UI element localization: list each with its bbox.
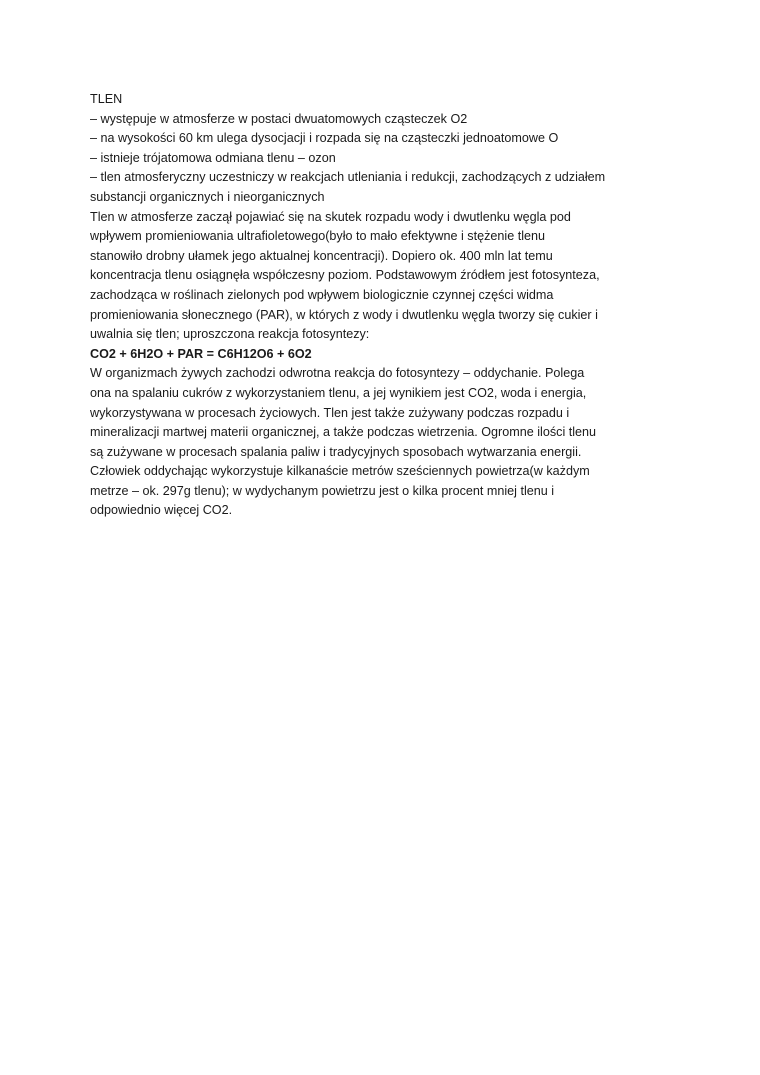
paragraph-line: wykorzystywana w procesach życiowych. Tlen jest także zużywany podczas rozpadu i: [90, 405, 570, 420]
photosynthesis-equation: CO2 + 6H2O + PAR = C6H12O6 + 6O2: [90, 346, 312, 361]
paragraph-line: ona na spalaniu cukrów z wykorzystaniem tlenu, a jej wynikiem jest CO2, woda i energia,: [90, 385, 587, 400]
paragraph-line: mineralizacji martwej materii organicznej, a także podczas wietrzenia. Ogromne ilości tlenu: [90, 425, 597, 440]
bullet-line: – na wysokości 60 km ulega dysocjacji i rozpada się na cząsteczki jednoatomowe O: [90, 131, 559, 146]
paragraph-line: uwalnia się tlen; uproszczona reakcja fotosyntezy:: [90, 327, 370, 342]
paragraph-line: promieniowania słonecznego (PAR), w których z wody i dwutlenku węgla tworzy się cukier i: [90, 307, 598, 322]
paragraph-line: odpowiednio więcej CO2.: [90, 503, 233, 518]
paragraph-line: są zużywane w procesach spalania paliw i tradycyjnych sposobach wytwarzania energii.: [90, 444, 582, 459]
bullet-line-continuation: substancji organicznych i nieorganicznych: [90, 189, 325, 204]
paragraph-line: Człowiek oddychając wykorzystuje kilkanaście metrów sześciennych powietrza(w każdym: [90, 464, 590, 479]
paragraph-line: wpływem promieniowania ultrafioletowego(było to mało efektywne i stężenie tlenu: [90, 229, 546, 244]
bullet-line: – tlen atmosferyczny uczestniczy w reakcjach utleniania i redukcji, zachodzących z udziałem: [90, 170, 606, 185]
bullet-line: – występuje w atmosferze w postaci dwuatomowych cząsteczek O2: [90, 111, 468, 126]
paragraph-line: koncentracja tlenu osiągnęła współczesny poziom. Podstawowym źródłem jest fotosynteza,: [90, 268, 600, 283]
document-body: [90, 90, 630, 521]
document-title: TLEN: [90, 92, 123, 106]
bullet-line: – istnieje trójatomowa odmiana tlenu – ozon: [90, 150, 336, 165]
paragraph-line: metrze – ok. 297g tlenu); w wydychanym powietrzu jest o kilka procent mniej tlenu i: [90, 483, 555, 498]
paragraph-line: stanowiło drobny ułamek jego aktualnej koncentracji). Dopiero ok. 400 mln lat temu: [90, 248, 553, 263]
paragraph-line: W organizmach żywych zachodzi odwrotna reakcja do fotosyntezy – oddychanie. Polega: [90, 366, 585, 381]
paragraph-line: zachodząca w roślinach zielonych pod wpływem biologicznie czynnej części widma: [90, 287, 554, 302]
paragraph-line: Tlen w atmosferze zaczął pojawiać się na skutek rozpadu wody i dwutlenku węgla pod: [90, 209, 571, 224]
